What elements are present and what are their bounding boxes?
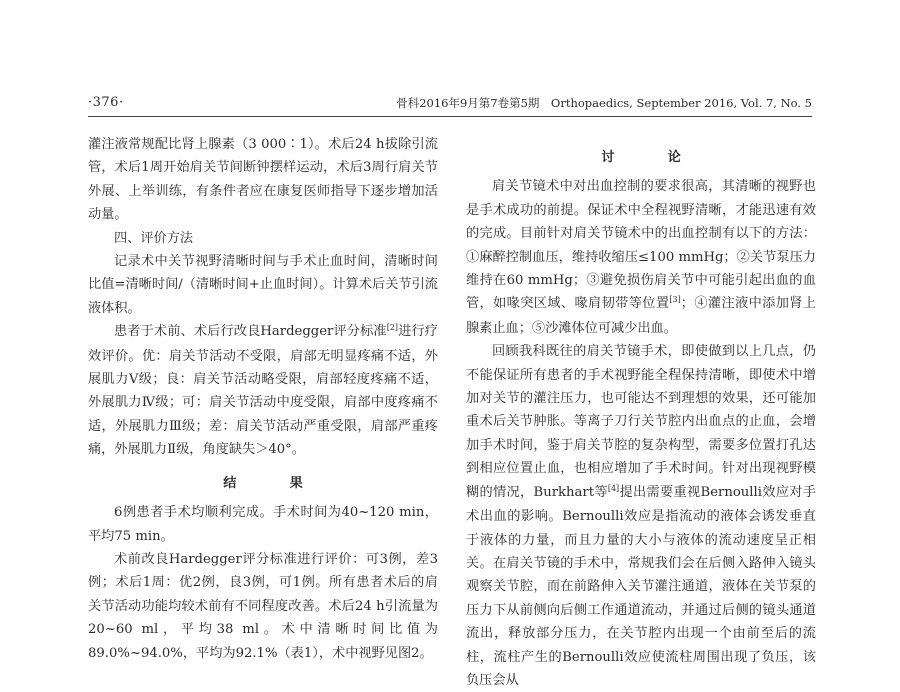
paragraph-evaluation: 记录术中关节视野清晰时间与手术止血时间，清晰时间比值=清晰时间/（清晰时间+止血时间）。计算术后关节引流液体积。 [88, 254, 438, 316]
paragraph-hardegger: 患者于术前、术后行改良Hardegger评分标准[2]进行疗效评价。优：肩关节活动不受限，肩部无明显疼痛不适，外展肌力Ⅴ级；良：肩关节活动略受限，肩部轻度疼痛不适，外展肌力Ⅳ级；可：肩关节活动中度受限，肩部中度疼痛不适，外展肌力Ⅲ级；差：肩关节活动严重受限，肩部严重疼痛，外展肌力Ⅱ级，角度缺失＞40°。 [88, 323, 438, 458]
section-heading-discussion: 讨 论 [601, 150, 701, 165]
journal-header: 骨科2016年9月第7卷第5期 Orthopaedics, September 2016, Vol. 7, No. 5 [396, 96, 812, 110]
citation-2: [2] [386, 323, 399, 333]
right-column [466, 146, 816, 692]
paragraph-results-2: 术前改良Hardegger评分标准进行评价：可3例，差3例；术后1周：优2例，良3例，可1例。所有患者术后的肩关节活动功能均较术前有不同程度改善。术后24 h引流量为20~60 ml，平均38 ml。术中清晰时间比值为89.0%~94.0%，平均为92.1%（表1），术中视野见图2。 [88, 551, 438, 661]
paragraph-results-1: 6例患者手术均顺利完成。手术时间为40~120 min，平均75 min。 [88, 505, 438, 544]
left-column [88, 133, 438, 665]
header-divider [88, 116, 812, 117]
citation-4: [4] [607, 483, 620, 493]
paragraph-irrigation: 灌注液常规配比肾上腺素（3 000∶1）。术后24 h拔除引流管，术后1周开始肩关节间断钟摆样运动，术后3周行肩关节外展、上举训练，有条件者应在康复医师指导下逐步增加活动量。 [88, 137, 438, 223]
citation-3: [3] [669, 295, 681, 305]
section-heading-results: 结 果 [223, 475, 323, 491]
page-number: ·376· [88, 95, 124, 110]
paragraph-discussion-2: 回顾我科既往的肩关节镜手术，即使做到以上几点，仍不能保证所有患者的手术视野能全程保持清晰，即使术中增加对关节的灌注压力，也可能达不到理想的效果，还可能加重术后关节肿胀。等离子刀行关节腔内出血点的止血，会增加手术时间，鉴于肩关节腔的复杂构型，需要多位置打孔达到相应位置止血，也相应增加了手术时间。针对出现视野模糊的情况，Burkhart等[4]提出需要重视Bernoulli效应对手术出血的影响。Bernoulli效应是指流动的液体会诱发垂直于液体的力量，而且力量的大小与液体的流动速度呈正相关。在肩关节镜的手术中，常规我们会在后侧入路伸入镜头观察关节腔，而在前路伸入关节灌注通道，液体在关节泵的压力下从前侧向后侧工作通道流动，并通过后侧的镜头通道流出，释放部分压力，在关节腔内出现一个由前至后的流柱，流柱产生的Bernoulli效应使流柱周围出现了负压，该负压会从 [466, 344, 816, 688]
paragraph-discussion-1: 肩关节镜术中对出血控制的要求很高，其清晰的视野也是手术成功的前提。保证术中全程视野清晰，才能迅速有效的完成。目前针对肩关节镜术中的出血控制有以下的方法：①麻醉控制血压，维持收缩压≤100 mmHg；②关节泵压力维持在60 mmHg；③避免损伤肩关节中可能引起出血的血管，如喙突区域、喙肩韧带等位置[3]；④灌注液中添加肾上腺素止血；⑤沙滩体位可减少出血。 [466, 179, 817, 336]
subheading-evaluation: 四、评价方法 [114, 230, 194, 246]
